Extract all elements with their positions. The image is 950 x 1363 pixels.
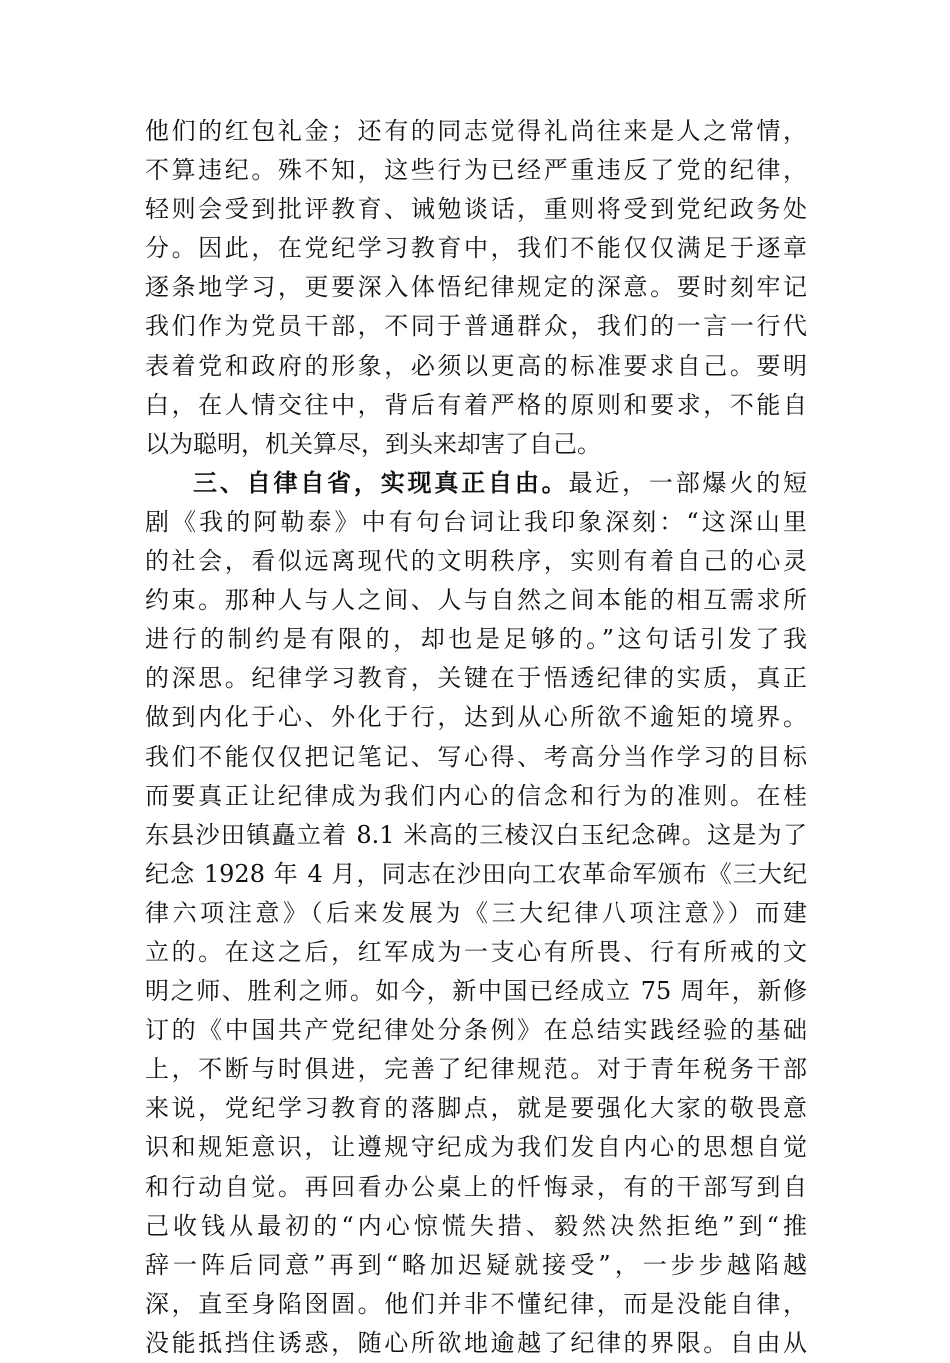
text-line: 逐条地学习，更要深入体悟纪律规定的深意。要时刻牢记	[145, 273, 807, 302]
section-heading: 三、自律自省，实现真正自由。	[193, 468, 569, 497]
text-line: 辞一阵后同意”再到“略加迟疑就接受”，一步步越陷越	[145, 1250, 807, 1279]
document-page	[145, 112, 807, 1363]
text-line: 而要真正让纪律成为我们内心的信念和行为的准则。在桂	[145, 781, 807, 810]
paragraph-2-first-line	[145, 464, 807, 503]
text-line: 他们的红包礼金；还有的同志觉得礼尚往来是人之常情，	[145, 117, 807, 145]
paragraph-2	[145, 464, 807, 1363]
paragraph-1	[145, 112, 807, 464]
text-line: 约束。那种人与人之间、人与自然之间本能的相互需求所	[145, 586, 807, 615]
text-line: 来说，党纪学习教育的落脚点，就是要强化大家的敬畏意	[145, 1094, 807, 1123]
text-line: 做到内化于心、外化于行，达到从心所欲不逾矩的境界。	[145, 703, 807, 732]
text-line: 不算违纪。殊不知，这些行为已经严重违反了党的纪律，	[145, 156, 807, 185]
text-line: 和行动自觉。再回看办公桌上的忏悔录，有的干部写到自	[145, 1172, 807, 1201]
text-line: 进行的制约是有限的，却也是足够的。”这句话引发了我	[145, 625, 807, 654]
text-line: 没能抵挡住诱惑，随心所欲地逾越了纪律的界限。自由从	[145, 1328, 807, 1357]
text-line: 的深思。纪律学习教育，关键在于悟透纪律的实质，真正	[145, 664, 807, 693]
text-line: 订的《中国共产党纪律处分条例》在总结实践经验的基础	[145, 1016, 807, 1045]
text-line: 轻则会受到批评教育、诫勉谈话，重则将受到党纪政务处	[145, 195, 807, 224]
text-line: 明之师、胜利之师。如今，新中国已经成立 75 周年，新修	[145, 977, 807, 1006]
text-line: 我们作为党员干部，不同于普通群众，我们的一言一行代	[145, 312, 807, 341]
text-line: 剧《我的阿勒泰》中有句台词让我印象深刻：“这深山里	[145, 507, 807, 536]
text-line: 深，直至身陷囹圄。他们并非不懂纪律，而是没能自律，	[145, 1289, 807, 1318]
text-line: 我们不能仅仅把记笔记、写心得、考高分当作学习的目标	[145, 742, 807, 771]
text-line: 己收钱从最初的“内心惊慌失措、毅然决然拒绝”到“推	[145, 1211, 807, 1240]
text-line: 分。因此，在党纪学习教育中，我们不能仅仅满足于逐章	[145, 234, 807, 263]
text-line: 的社会，看似远离现代的文明秩序，实则有着自己的心灵	[145, 547, 807, 576]
text-line: 立的。在这之后，红军成为一支心有所畏、行有所戒的文	[145, 937, 807, 966]
text-line: 识和规矩意识，让遵规守纪成为我们发自内心的思想自觉	[145, 1133, 807, 1162]
heading-line-text: 最近，一部爆火的短	[568, 468, 808, 497]
text-line: 纪念 1928 年 4 月，同志在沙田向工农革命军颁布《三大纪	[145, 859, 807, 888]
text-line: 上，不断与时俱进，完善了纪律规范。对于青年税务干部	[145, 1055, 807, 1084]
text-line: 律六项注意》（后来发展为《三大纪律八项注意》）而建	[145, 898, 807, 927]
text-line: 以为聪明，机关算尽，到头来却害了自己。	[145, 429, 601, 458]
text-line: 表着党和政府的形象，必须以更高的标准要求自己。要明	[145, 351, 807, 380]
text-line: 东县沙田镇矗立着 8.1 米高的三棱汉白玉纪念碑。这是为了	[145, 820, 807, 849]
text-line: 白，在人情交往中，背后有着严格的原则和要求，不能自	[145, 390, 807, 419]
